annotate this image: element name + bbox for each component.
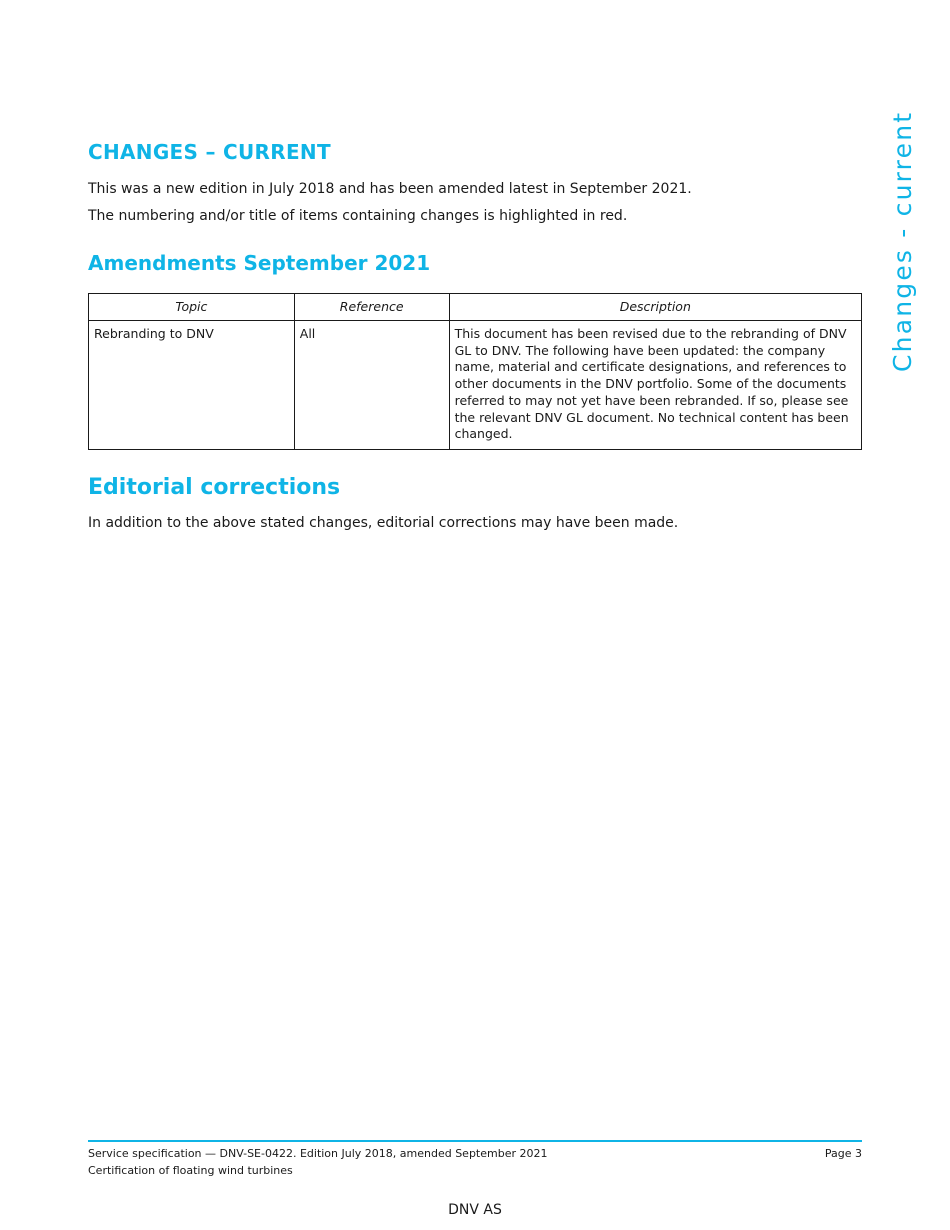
description-line: This document has been revised due to the rebranding of DNV xyxy=(454,326,847,341)
column-header-topic: Topic xyxy=(89,294,295,321)
footer-document-reference: Service specification — DNV-SE-0422. Edition July 2018, amended September 2021 xyxy=(88,1147,548,1160)
intro-paragraph-edition: This was a new edition in July 2018 and has been amended latest in September 2021. xyxy=(88,181,692,197)
description-line: other documents in the DNV portfolio. Some of the documents xyxy=(454,376,847,392)
description-line: referred to may not yet have been rebranded. If so, please see xyxy=(454,392,849,408)
section-side-tab: Changes - current xyxy=(888,110,917,372)
editorial-paragraph: In addition to the above stated changes, editorial corrections may have been made. xyxy=(88,515,679,531)
description-line: changed. xyxy=(454,426,513,442)
cell-topic: Rebranding to DNV xyxy=(89,321,295,450)
footer-document-title: Certification of floating wind turbines xyxy=(88,1164,293,1177)
intro-paragraph-highlight-note: The numbering and/or title of items containing changes is highlighted in red. xyxy=(88,208,628,224)
editorial-heading: Editorial corrections xyxy=(88,475,341,500)
amendments-heading: Amendments September 2021 xyxy=(88,251,431,275)
description-line: the relevant DNV GL document. No technical content has been xyxy=(454,409,849,425)
table-row xyxy=(89,321,862,450)
footer-page-number: Page 3 xyxy=(824,1147,862,1160)
description-line: GL to DNV. The following have been updated: the company xyxy=(454,342,826,358)
table-header-row xyxy=(89,294,862,321)
column-header-description: Description xyxy=(449,294,861,321)
description-line: name, material and certificate designations, and references to xyxy=(454,359,847,375)
page-title: CHANGES – CURRENT xyxy=(88,140,331,164)
company-name: DNV AS xyxy=(448,1202,502,1218)
cell-description xyxy=(449,321,861,450)
amendments-table xyxy=(88,293,862,450)
cell-reference: All xyxy=(294,321,449,450)
column-header-reference: Reference xyxy=(294,294,449,321)
footer-divider xyxy=(88,1140,862,1142)
